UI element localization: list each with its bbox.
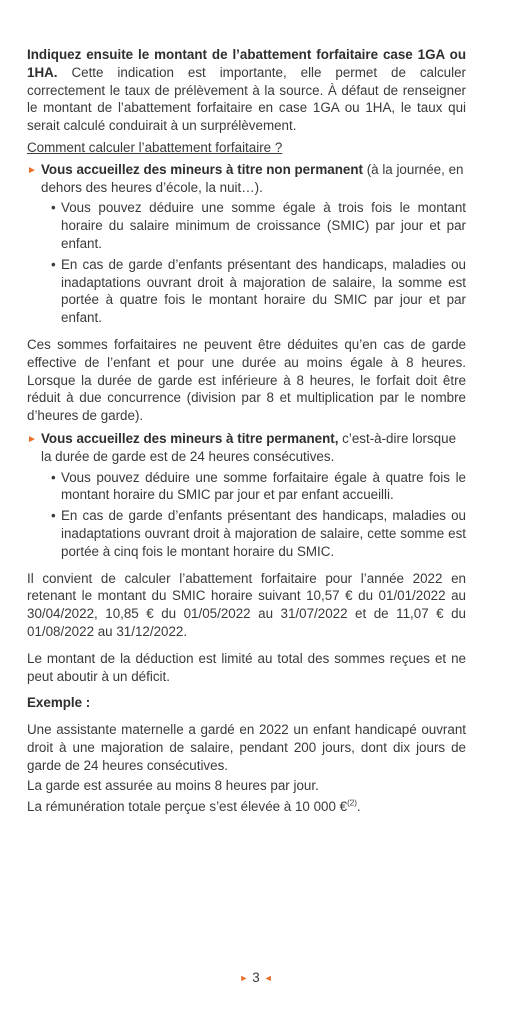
list-item-text: Vous pouvez déduire une somme égale à trois fois le montant horaire du salaire minimum de croissance (SMIC) par jour et par enfant. [61, 200, 466, 251]
footnote-ref: (2) [347, 798, 357, 808]
non-permanent-section [27, 161, 466, 197]
page-content [27, 46, 466, 816]
how-to-title: Comment calculer l’abattement forfaitaire ? [27, 139, 283, 155]
permanent-heading [41, 430, 466, 466]
arrow-right-icon: ► [239, 973, 249, 983]
list-item [27, 469, 466, 505]
example-title: Exemple : [27, 695, 91, 711]
non-permanent-bold: Vous accueillez des mineurs à titre non permanent [41, 161, 363, 177]
permanent-bold: Vous accueillez des mineurs à titre permanent, [41, 430, 339, 446]
arrow-icon: ► [27, 164, 37, 176]
list-item-text: En cas de garde d’enfants présentant des handicaps, maladies ou inadaptations ouvrant droit à majoration de salaire, la somme est portée à quatre fois le montant horaire du SMIC par jour et par enfant. [61, 256, 466, 326]
non-permanent-heading [41, 161, 466, 197]
arrow-icon: ► [27, 433, 37, 445]
conditions-paragraph: Ces sommes forfaitaires ne peuvent être déduites qu’en cas de garde effective de l’enfant et pour une durée au moins égale à 8 heures. Lorsque la durée de garde est inférieure à 8 heures, le forfait doit être réduit à due concurrence (division par 8 et multiplication par le nombre d’heures de garde). [27, 336, 466, 424]
example-paragraph: Une assistante maternelle a gardé en 2022 un enfant handicapé ouvrant droit à une majoration de salaire, pendant 200 jours, dont dix jours de garde de 24 heures consécutives. [27, 722, 466, 773]
list-item-text: Vous pouvez déduire une somme forfaitaire égale à quatre fois le montant horaire du SMIC par jour et par enfant accueilli. [61, 469, 466, 503]
smic-paragraph: Il convient de calculer l’abattement forfaitaire pour l’année 2022 en retenant le montant du SMIC horaire suivant 10,57 € du 01/01/2022 au 30/04/2022, 10,85 € du 01/05/2022 au 31/07/2022 et de 11,07 € du 01/08/2022 au 31/12/2022. [27, 570, 466, 639]
arrow-left-icon: ◄ [263, 973, 273, 983]
permanent-text: c’est-à-dire lorsque la durée de garde est de 24 heures consécutives. [41, 430, 457, 464]
remuneration-paragraph: La rémunération totale perçue s’est élevée à 10 000 €$^{(2)}$. [27, 798, 361, 815]
bullet-icon: • [51, 508, 56, 524]
non-permanent-text: (à la journée, en dehors des heures d’école, la nuit…). [41, 161, 464, 195]
bullet-icon: • [51, 200, 56, 216]
list-item-text: En cas de garde d’enfants présentant des handicaps, maladies ou inadaptations ouvrant droit à majoration de salaire, cette somme est portée à cinq fois le montant horaire du SMIC. [61, 508, 466, 559]
list-item [27, 507, 466, 560]
page-number [0, 969, 512, 988]
intro-bold: Indiquez ensuite le montant de l’abattement forfaitaire case 1GA ou 1HA. [27, 47, 466, 80]
intro-text: Cette indication est importante, elle permet de calculer correctement le taux de prélèvement à la source. À défaut de renseigner le montant de l’abattement forfaitaire en case 1GA ou 1HA, le taux qui serait calculé conduirait à un surprélèvement. [27, 64, 466, 134]
list-item [27, 256, 466, 327]
limit-paragraph: Le montant de la déduction est limité au total des sommes reçues et ne peut aboutir à un déficit. [27, 650, 466, 684]
page-number-value: 3 [252, 970, 260, 985]
permanent-section [27, 430, 466, 466]
list-item [27, 199, 466, 252]
bullet-icon: • [51, 469, 56, 485]
intro-paragraph [27, 46, 466, 135]
bullet-icon: • [51, 256, 56, 272]
example-paragraph: La garde est assurée au moins 8 heures par jour. [27, 778, 319, 794]
